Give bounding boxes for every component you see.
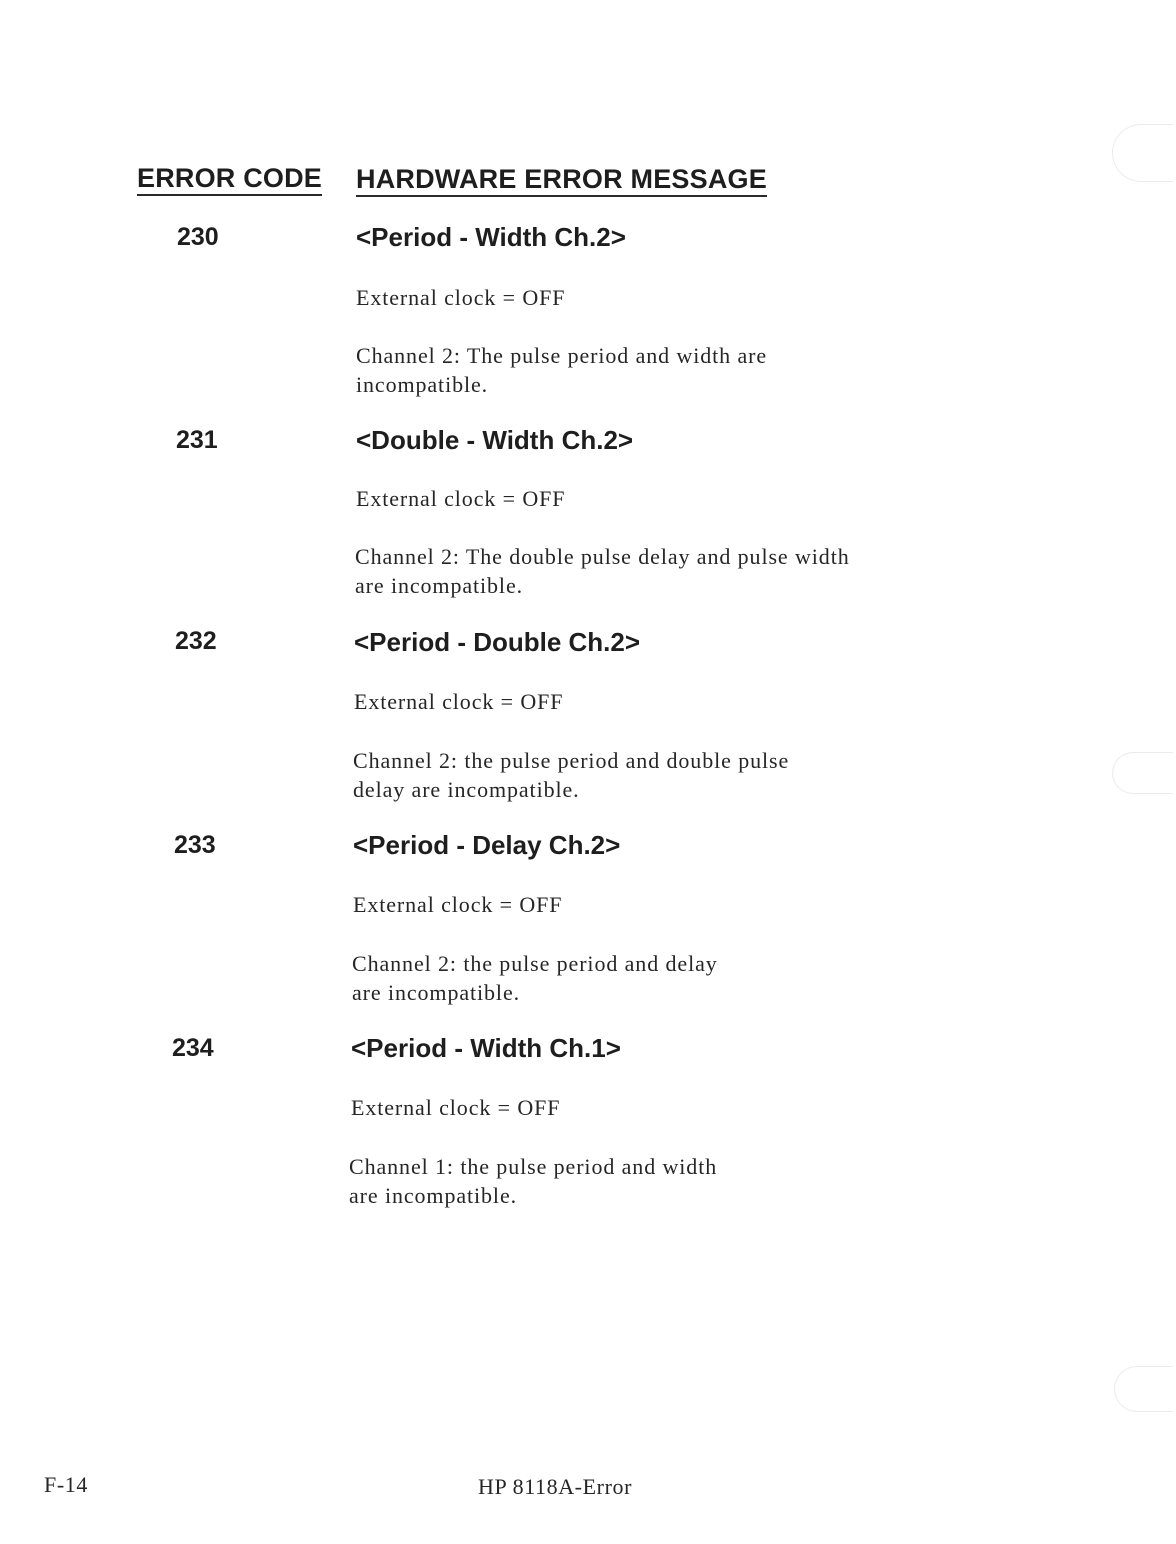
error-description (352, 950, 912, 1007)
binder-hole-mark (1112, 124, 1173, 182)
error-code-header: ERROR CODE (137, 163, 322, 196)
description-line: Channel 2: the pulse period and double pulse (353, 748, 790, 773)
error-description (353, 747, 913, 804)
description-line: are incompatible. (355, 572, 524, 598)
error-code: 232 (175, 627, 217, 655)
error-title: <Period - Width Ch.1> (351, 1033, 621, 1063)
binder-hole-mark (1112, 752, 1173, 794)
error-code: 231 (176, 426, 218, 454)
error-title: <Double - Width Ch.2> (356, 425, 634, 455)
error-condition: External clock = OFF (354, 689, 564, 714)
error-code: 233 (174, 831, 216, 859)
error-description (349, 1153, 909, 1210)
error-condition: External clock = OFF (356, 285, 566, 310)
description-line: Channel 1: the pulse period and width (349, 1154, 718, 1179)
error-description (355, 543, 915, 600)
description-line: Channel 2: the pulse period and delay (352, 951, 718, 976)
description-line: Channel 2: The pulse period and width are (356, 343, 768, 368)
description-line: Channel 2: The double pulse delay and pulse width (355, 544, 850, 569)
description-line: incompatible. (356, 371, 489, 397)
error-title: <Period - Width Ch.2> (356, 222, 626, 252)
error-title: <Period - Double Ch.2> (354, 627, 641, 657)
document-footer-title: HP 8118A-Error (478, 1474, 633, 1499)
description-line: are incompatible. (349, 1182, 518, 1208)
error-code: 234 (172, 1034, 214, 1062)
error-title: <Period - Delay Ch.2> (353, 830, 621, 860)
binder-hole-mark (1114, 1366, 1173, 1412)
description-line: delay are incompatible. (353, 776, 580, 802)
error-code: 230 (177, 223, 219, 251)
hardware-error-message-header: HARDWARE ERROR MESSAGE (356, 164, 767, 197)
error-condition: External clock = OFF (353, 892, 563, 917)
description-line: are incompatible. (352, 979, 521, 1005)
page-number: F-14 (44, 1472, 88, 1497)
error-description (356, 342, 916, 399)
error-condition: External clock = OFF (351, 1095, 561, 1120)
error-condition: External clock = OFF (356, 486, 566, 511)
